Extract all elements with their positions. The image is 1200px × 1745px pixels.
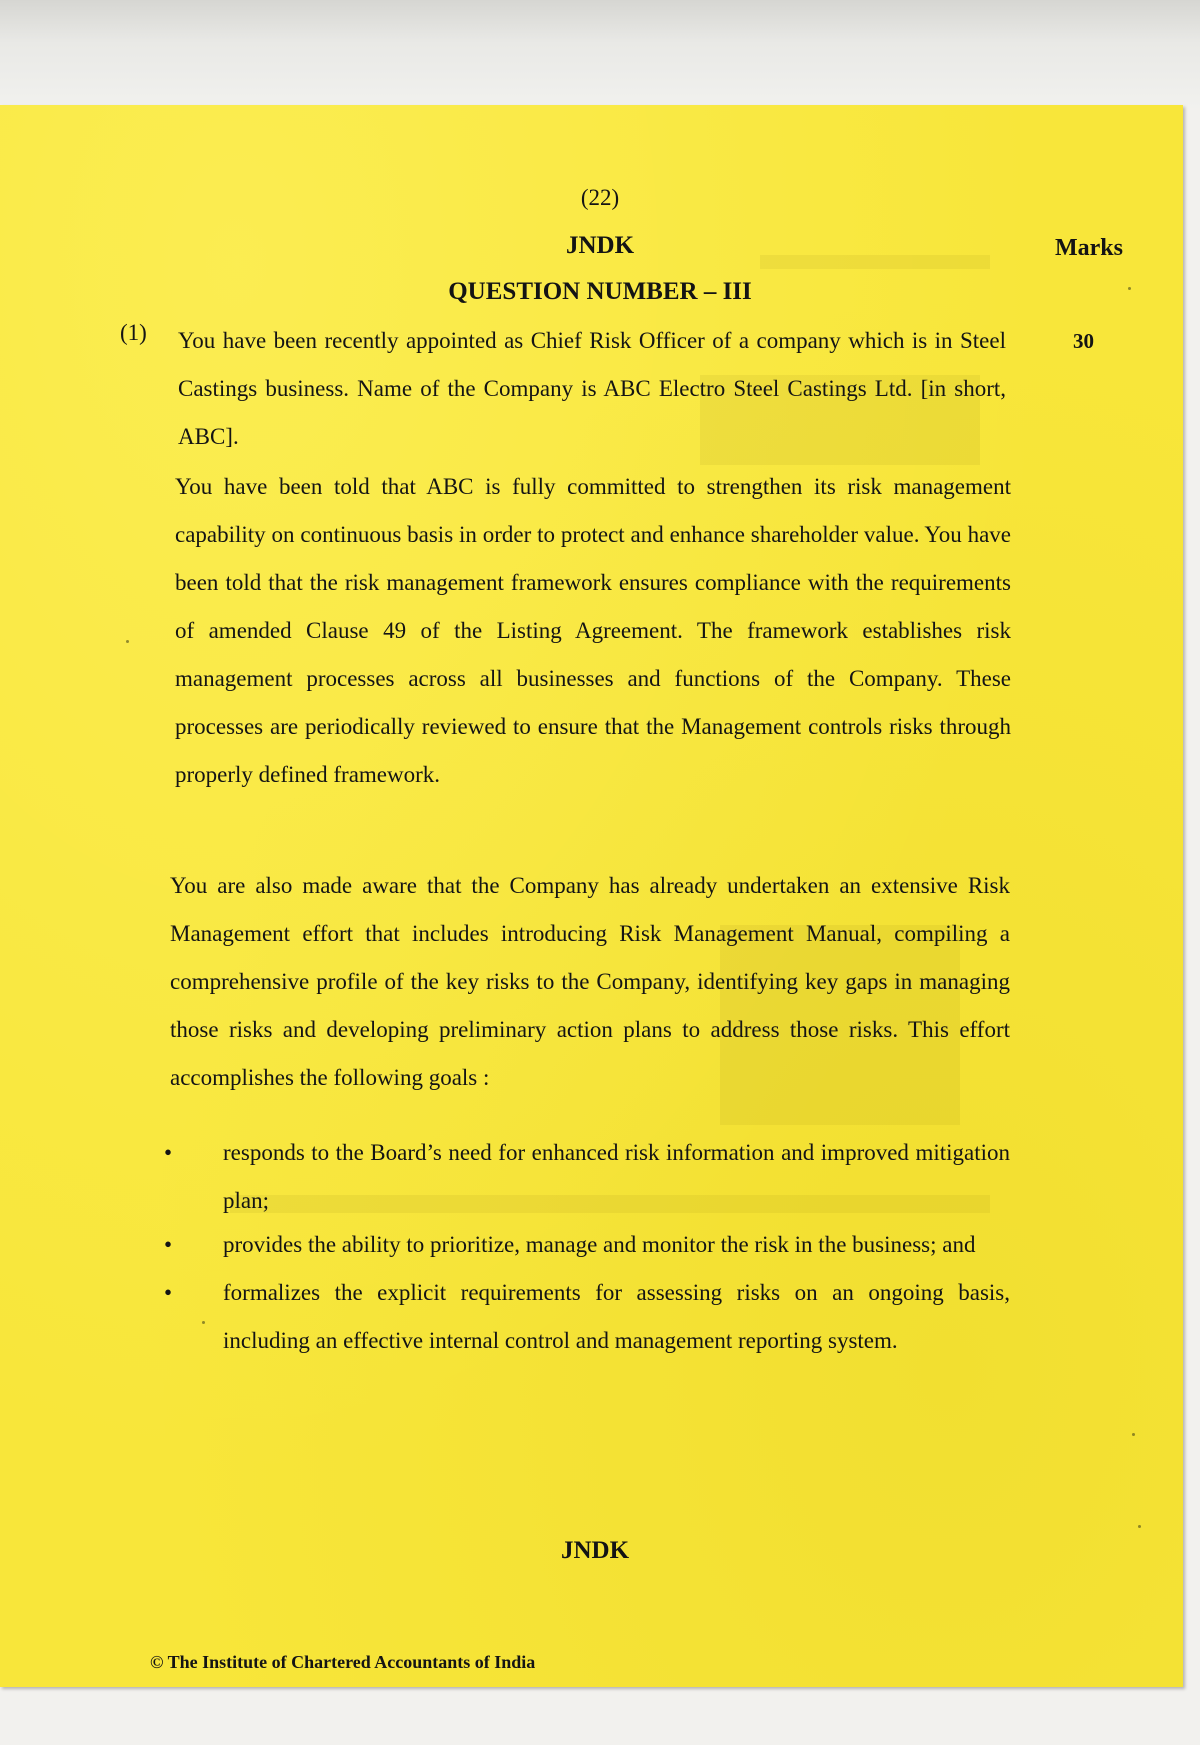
question-number: (1)	[120, 320, 147, 345]
list-item-text: formalizes the explicit requirements for assessing risks on an ongoing basis, including an effective internal control and management reporting system.	[223, 1280, 1010, 1353]
paragraph-appointment: You have been recently appointed as Chief Risk Officer of a company which is in Steel Castings business. Name of the Company is ABC Electro Steel Castings Ltd. [in short, ABC].	[178, 328, 1006, 449]
paper-speck	[126, 640, 129, 643]
bullet-marker: •	[164, 1280, 173, 1305]
bullet-marker: •	[164, 1140, 173, 1165]
bullet-marker: •	[164, 1232, 173, 1257]
list-item	[160, 1129, 1010, 1225]
paragraph-effort: You are also made aware that the Company has already undertaken an extensive Risk Management effort that includes introducing Risk Management Manual, compiling a comprehensive profile of the key risks to the Company, identifying key gaps in managing those risks and developing preliminary action plans to address those risks. This effort accomplishes the following goals :	[170, 873, 1010, 1090]
paper-speck	[1132, 1433, 1135, 1436]
exam-page	[0, 105, 1183, 1687]
page-number: (22)	[580, 185, 620, 210]
list-item-text: provides the ability to prioritize, manage and monitor the risk in the business; and	[223, 1232, 976, 1257]
goals-list	[160, 1129, 1010, 1365]
paper-speck	[1138, 1525, 1141, 1528]
list-item	[160, 1269, 1010, 1365]
paragraph-framework: You have been told that ABC is fully committed to strengthen its risk management capability on continuous basis in order to protect and enhance shareholder value. You have been told that the risk management framework ensures compliance with the requirements of amended Clause 49 of the Listing Agreement. The framework establishes risk management processes across all businesses and functions of the Company. These processes are periodically reviewed to ensure that the Management controls risks through properly defined framework.	[175, 474, 1011, 787]
question-marks: 30	[1073, 329, 1094, 353]
list-item	[160, 1221, 1010, 1269]
list-item-text: responds to the Board’s need for enhanced risk information and improved mitigation plan;	[223, 1140, 1010, 1213]
paper-code-footer: JNDK	[560, 1537, 630, 1564]
paper-code-header: JNDK	[565, 232, 635, 259]
marks-column-label: Marks	[1055, 235, 1123, 261]
question-title: QUESTION NUMBER – III	[448, 278, 752, 305]
copyright-notice: © The Institute of Chartered Accountants of India	[150, 1652, 536, 1672]
scanner-background-strip	[0, 0, 1200, 108]
